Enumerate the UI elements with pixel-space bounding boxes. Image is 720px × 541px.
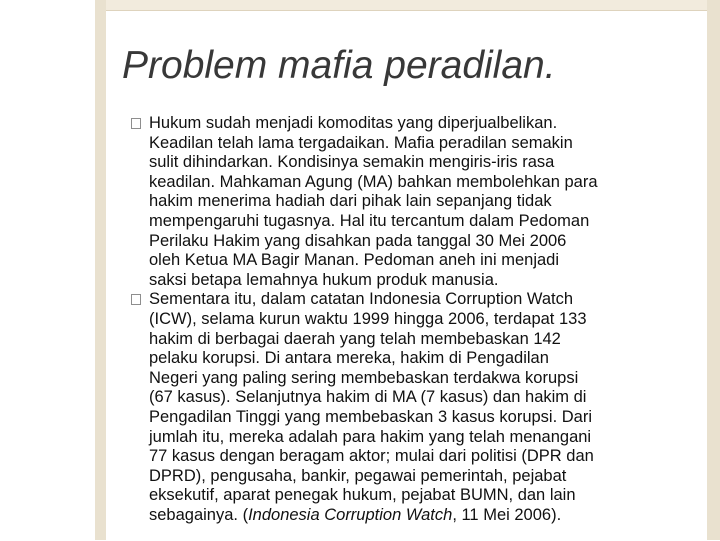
citation-prefix: sebagainya. (: [149, 505, 249, 524]
bullet-2-line-6: (67 kasus). Selanjutnya hakim di MA (7 kasus) dan hakim di: [149, 388, 587, 407]
bullet-2-line-3: hakim di berbagai daerah yang telah membebaskan 142: [149, 329, 561, 348]
bullet-2-line-7: Pengadilan Tinggi yang membebaskan 3 kasus korupsi. Dari: [149, 407, 593, 426]
slide-left-frame: [95, 0, 106, 540]
bullet-1-line-8: oleh Ketua MA Bagir Manan. Pedoman aneh ini menjadi: [149, 251, 560, 270]
bullet-2-line-12: [149, 506, 697, 526]
bullet-1-line-3: sulit dihindarkan. Kondisinya semakin mengiris-iris rasa: [149, 153, 555, 172]
bullet-2-line-11: eksekutif, aparat penegak hukum, pejabat BUMN, dan lain: [149, 486, 576, 505]
square-bullet-icon: [131, 294, 141, 305]
citation-source: Indonesia Corruption Watch: [248, 505, 453, 524]
bullet-2-line-8: jumlah itu, mereka adalah para hakim yang telah menangani: [149, 427, 592, 446]
bullet-2-line-4: pelaku korupsi. Di antara mereka, hakim di Pengadilan: [149, 349, 549, 368]
bullet-1-line-7: Perilaku Hakim yang disahkan pada tanggal 30 Mei 2006: [149, 231, 567, 250]
square-bullet-icon: [131, 118, 141, 129]
bullet-1-line-9: saksi betapa lemahnya hukum produk manusia.: [149, 270, 499, 289]
bullet-2-line-9: 77 kasus dengan beragam aktor; mulai dari politisi (DPR dan: [149, 447, 594, 466]
slide-right-frame: [707, 0, 720, 540]
bullet-item-1: [131, 114, 697, 290]
bullet-2-line-1: Sementara itu, dalam catatan Indonesia Corruption Watch: [149, 290, 574, 309]
bullet-1-line-2: Keadilan telah lama tergadaikan. Mafia peradilan semakin: [149, 133, 573, 152]
bullet-2-line-5: Negeri yang paling sering membebaskan terdakwa korupsi: [149, 368, 579, 387]
bullet-1-line-1: Hukum sudah menjadi komoditas yang diperjualbelikan.: [149, 114, 558, 132]
bullet-1-line-4: keadilan. Mahkaman Agung (MA) bahkan membolehkan para: [149, 172, 598, 191]
bullet-item-2: [131, 290, 697, 525]
bullet-2-line-10: DPRD), pengusaha, bankir, pegawai pemerintah, pejabat: [149, 466, 567, 485]
bullet-list: [131, 114, 697, 525]
bullet-2-line-2: (ICW), selama kurun waktu 1999 hingga 2006, terdapat 133: [149, 309, 587, 328]
citation-suffix: , 11 Mei 2006).: [452, 505, 562, 524]
bullet-1-line-6: mempengaruhi tugasnya. Hal itu tercantum dalam Pedoman: [149, 211, 590, 230]
slide-title: Problem mafia peradilan.: [122, 44, 556, 87]
bullet-1-line-5: hakim menerima hadiah dari pihak lain sepanjang tidak: [149, 192, 552, 211]
